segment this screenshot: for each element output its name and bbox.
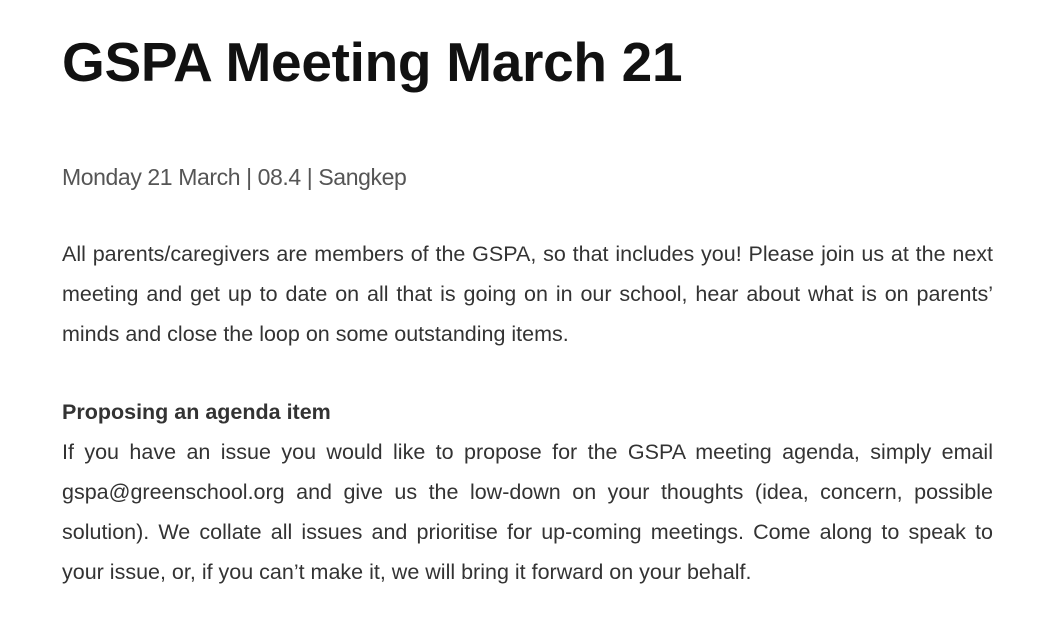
section-heading: Proposing an agenda item <box>62 400 331 424</box>
article <box>62 0 993 584</box>
section-body: If you have an issue you would like to propose for the GSPA meeting agenda, simply email gspa@greenschool.org and give us the low-down on your thoughts (idea, concern, possible solution). We collate all issues and prioritise for up-coming meetings. Come along to speak to your issue, or, if you can’t make it, we will bring it forward on your behalf. <box>62 440 993 584</box>
page-title: GSPA Meeting March 21 <box>62 31 683 93</box>
agenda-section <box>62 392 993 592</box>
event-meta: Monday 21 March | 08.4 | Sangkep <box>62 164 407 190</box>
intro-paragraph: All parents/caregivers are members of the GSPA, so that includes you! Please join us at the next meeting and get up to date on all that is going on in our school, hear about what is on parents’ minds and close the loop on some outstanding items. <box>62 242 993 346</box>
